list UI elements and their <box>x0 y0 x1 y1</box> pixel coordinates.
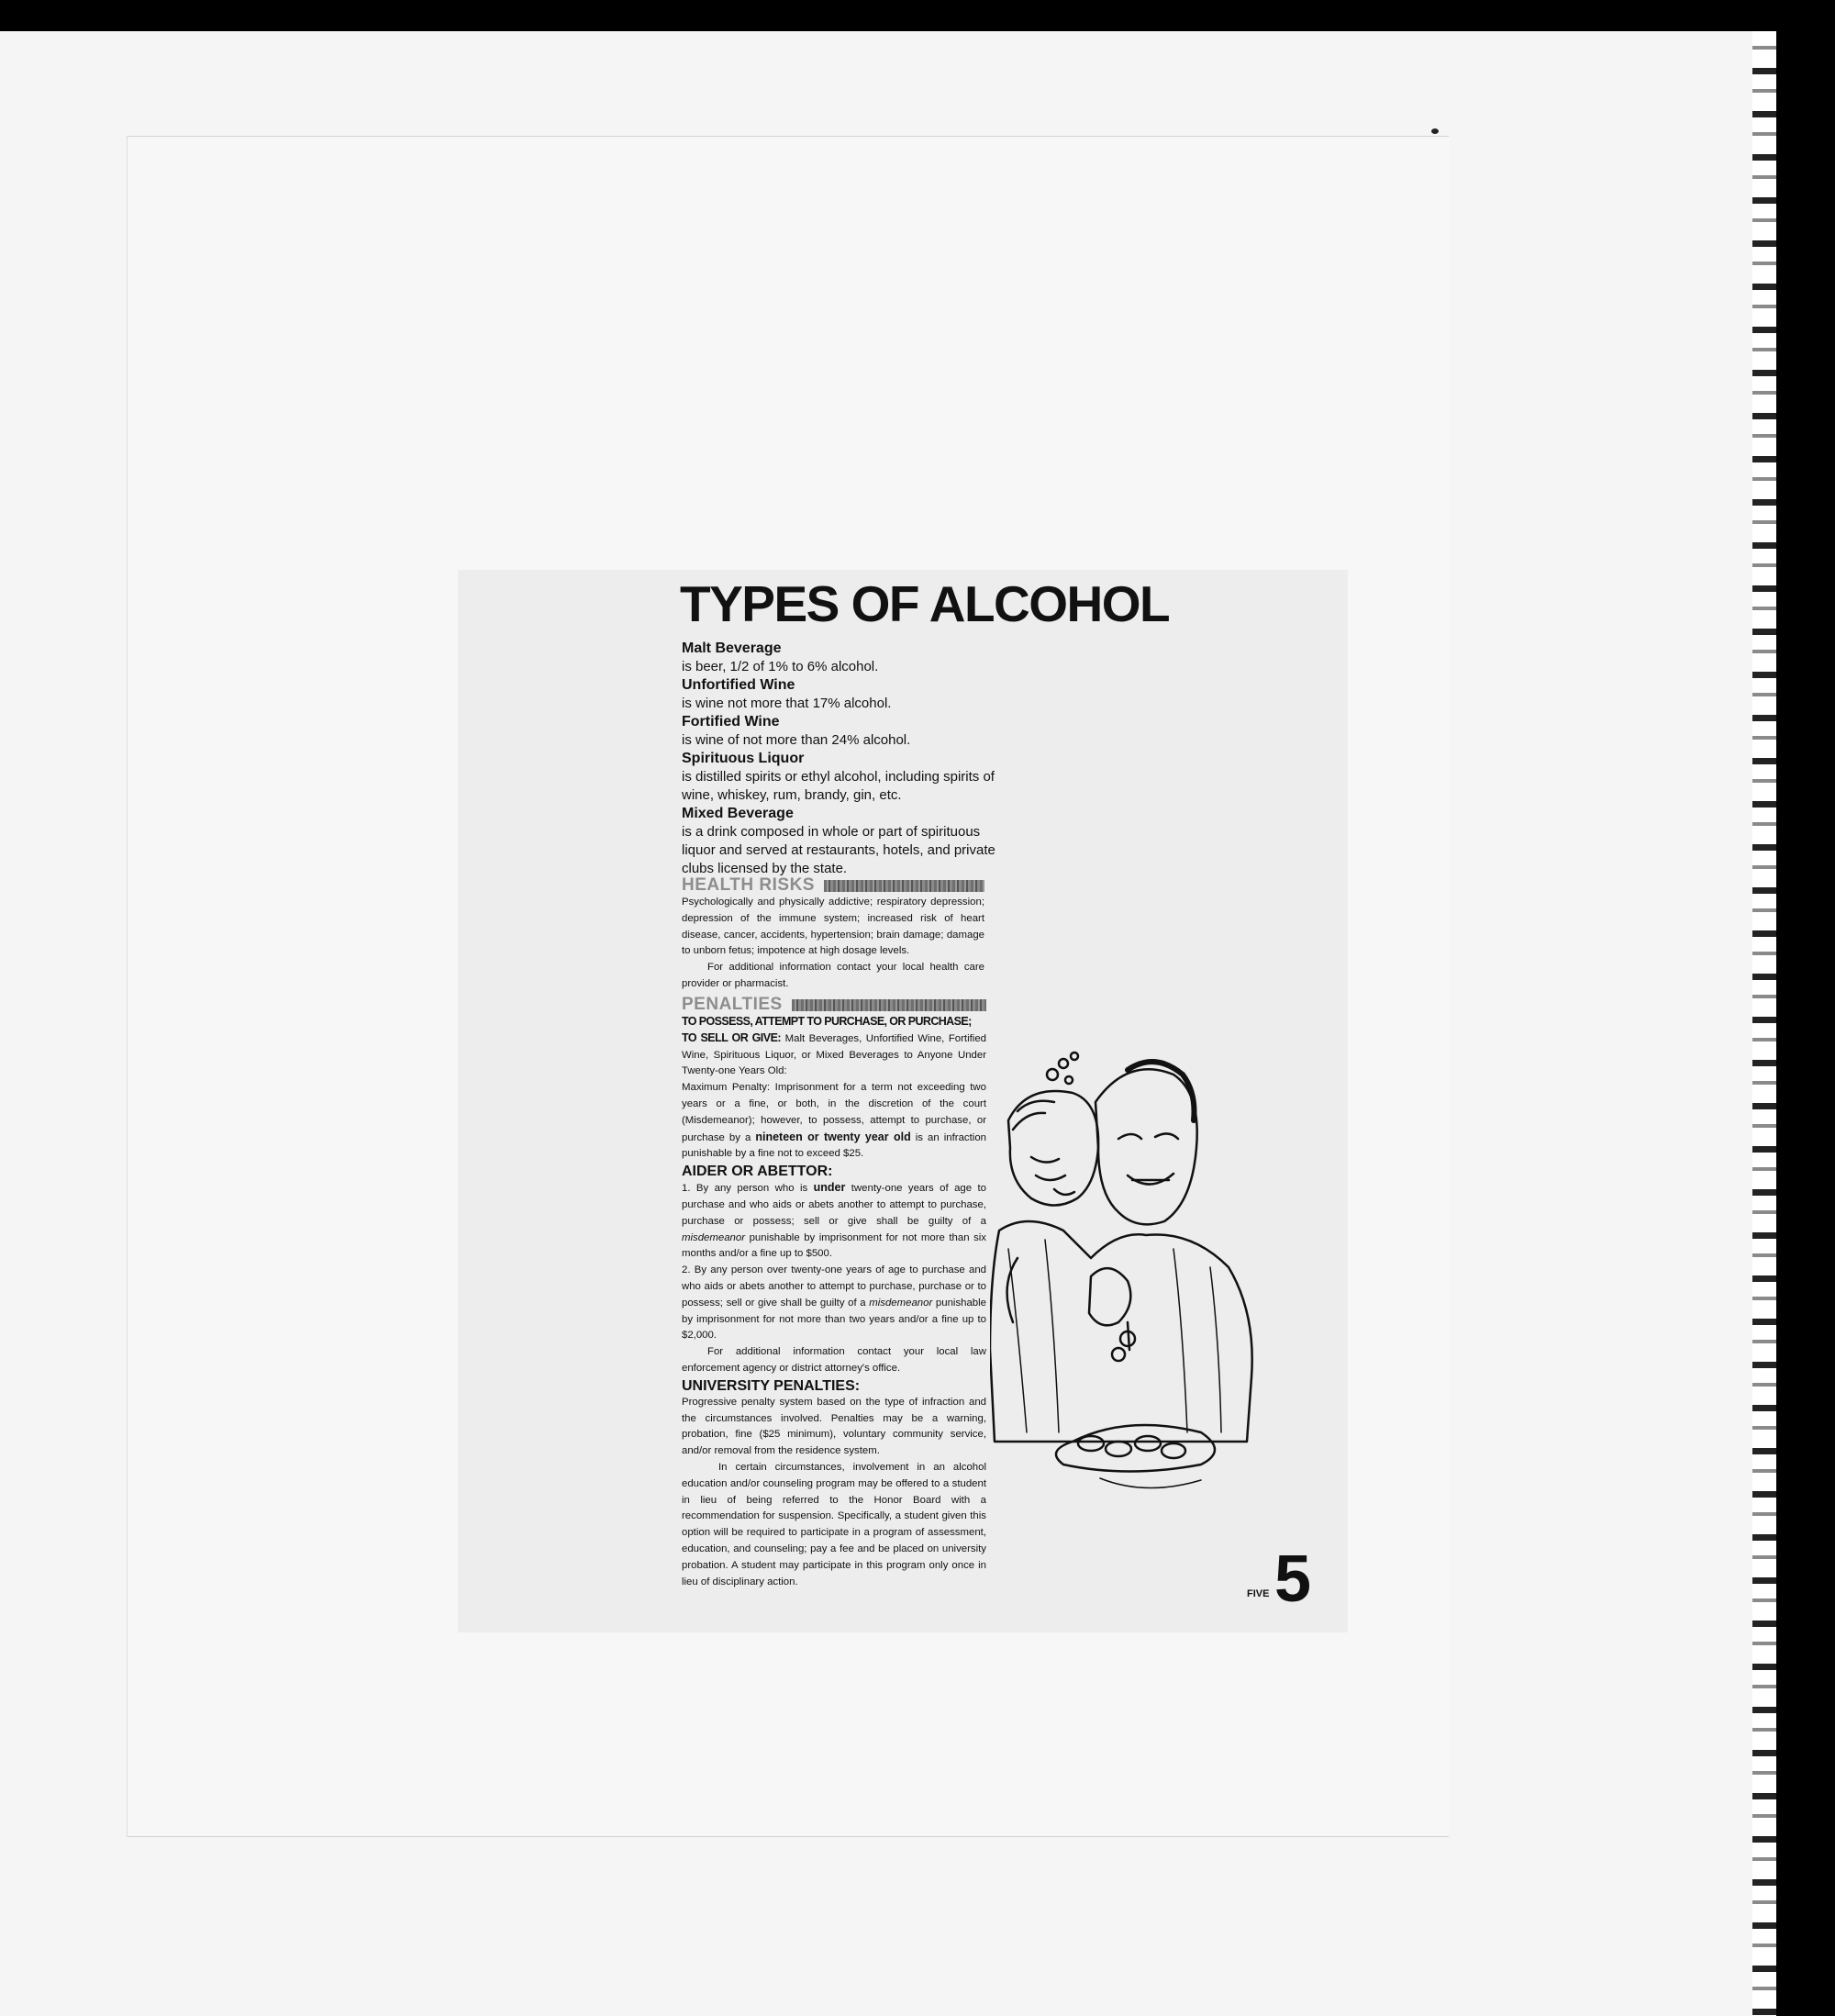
aider-item-2-italic: misdemeanor <box>869 1297 933 1309</box>
type-desc: is wine of not more than 24% alcohol. <box>682 732 911 748</box>
sell-give-paragraph <box>682 1030 986 1080</box>
aider-item-1-text: 1. By any person who is <box>682 1183 808 1195</box>
penalties-label: PENALTIES <box>682 995 783 1014</box>
aider-item-1 <box>682 1180 986 1263</box>
cartoon-illustration <box>990 1047 1265 1506</box>
page-number-word: FIVE <box>1247 1588 1270 1599</box>
bubble-icon <box>1071 1053 1078 1060</box>
max-penalty-text-end: is an infraction punishable by a fine not to exceed $25. <box>682 1131 986 1160</box>
university-penalties-heading: UNIVERSITY PENALTIES: <box>682 1377 861 1394</box>
bodies <box>990 1221 1252 1442</box>
type-desc: is beer, 1/2 of 1% to 6% alcohol. <box>682 659 879 674</box>
type-term: Mixed Beverage <box>682 806 794 821</box>
sell-give-text: Malt Beverages, Unfortified Wine, Fortified Wine, Spirituous Liquor, or Mixed Beverages to Anyone Under Twenty-one Years Old: <box>682 1032 986 1077</box>
aider-item-2 <box>682 1263 986 1344</box>
type-desc: is a drink composed in whole or part of spirituous liquor and served at restaurants, hotels, and private clubs licensed by the state. <box>682 824 995 876</box>
page-number-digit: 5 <box>1274 1543 1310 1616</box>
type-desc: is distilled spirits or ethyl alcohol, including spirits of wine, whiskey, rum, brandy, gin, etc. <box>682 769 995 803</box>
type-term: Malt Beverage <box>682 640 782 656</box>
aider-abettor-heading: AIDER OR ABETTOR: <box>682 1164 833 1180</box>
aider-item-2-text: 2. By any person over twenty-one years of age to purchase and who aids or abets another to attempt to purchase, purchase or to possess; sell or give shall be guilty of a <box>682 1264 986 1309</box>
right-man-head <box>1095 1069 1197 1224</box>
bubble-icon <box>1047 1069 1058 1080</box>
university-penalties-text: Progressive penalty system based on the type of infraction and the circumstances involved. Penalties may be a warning, probation, fine ($25 minimum), voluntary community service, and/or removal from the residence system. <box>682 1396 986 1457</box>
page-number <box>1247 1543 1339 1616</box>
health-contact-text: For additional information contact your local health care provider or pharmacist. <box>682 962 984 989</box>
aider-item-1-text-end: punishable by imprisonment for not more than six months and/or a fine up to $500. <box>682 1231 986 1260</box>
penalties-heading <box>682 996 986 1014</box>
paper-sheet <box>127 136 1449 1837</box>
type-desc: is wine not more that 17% alcohol. <box>682 696 892 711</box>
health-risks-heading <box>682 876 984 895</box>
alcohol-types-list <box>682 640 1012 878</box>
heading-rule <box>792 999 986 1011</box>
university-program-text: In certain circumstances, involvement in an alcohol education and/or counseling program may be offered to a student in lieu of being referred to the Honor Board with a recommendation for suspension. Specifically, a student given this option will be required to participate in a program of assessment, education, and counseling; pay a fee and be placed on university probation. A student may participate in this program only once in lieu of disciplinary action. <box>682 1461 986 1587</box>
health-risks-section <box>682 876 984 993</box>
aider-item-2-text-end: punishable by imprisonment for not more than two years and/or a fine up to $2,000. <box>682 1297 987 1342</box>
aider-item-1-text-mid: twenty-one years of age to purchase and who aids or abets another to attempt to purchase, purchase or possess; sell or give shall be guilty of a <box>682 1183 986 1227</box>
film-edge <box>1752 31 1776 2016</box>
type-term: Fortified Wine <box>682 714 780 730</box>
sell-give-label: TO SELL OR GIVE: <box>682 1030 782 1044</box>
penalties-subhead: TO POSSESS, ATTEMPT TO PURCHASE, OR PURCHASE; <box>682 1015 972 1028</box>
max-penalty-bold: nineteen or twenty year old <box>755 1130 911 1143</box>
heading-rule <box>824 880 984 892</box>
aider-item-1-bold: under <box>813 1181 846 1195</box>
law-contact-text: For additional information contact your local law enforcement agency or district attorney's office. <box>682 1346 986 1374</box>
health-risks-text: Psychologically and physically addictive; respiratory depression; depression of the immune system; increased risk of heart disease, cancer, accidents, hypertension; brain damage; damage to unborn fetus; impotence at high dosage levels. <box>682 897 984 957</box>
page-title: TYPES OF ALCOHOL <box>680 575 1170 632</box>
dust-speck <box>1431 128 1439 134</box>
bubble-icon <box>1065 1076 1073 1084</box>
health-risks-label: HEALTH RISKS <box>682 875 815 895</box>
aider-item-1-italic: misdemeanor <box>682 1231 746 1243</box>
hand-with-keys <box>1089 1268 1130 1325</box>
bubble-icon <box>1059 1059 1068 1068</box>
type-term: Unfortified Wine <box>682 677 795 693</box>
max-penalty-paragraph <box>682 1080 986 1163</box>
max-penalty-text: Maximum Penalty: Imprisonment for a term not exceeding two years or a fine, or both, in the discretion of the court (Misdemeanor); however, to possess, attempt to purchase, or purchase by a <box>682 1082 986 1143</box>
type-term: Spirituous Liquor <box>682 751 805 766</box>
penalties-section <box>682 996 986 1590</box>
document-page <box>458 570 1348 1632</box>
